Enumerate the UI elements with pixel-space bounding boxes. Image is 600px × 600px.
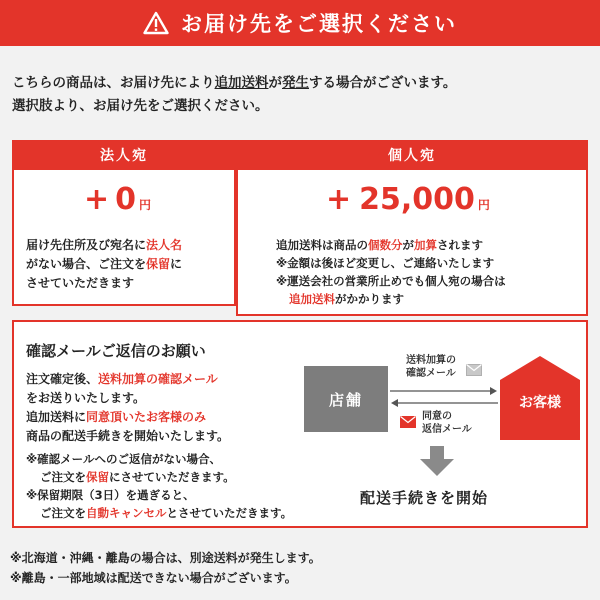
corporate-description: 届け先住所及び宛名に法人名 がない場合、ご注文を保留に させていただきます [26, 238, 183, 290]
individual-description: 追加送料は商品の個数分が加算されます ※金額は後ほど変更し、ご連絡いたします ※運送会社の営業所止めでも個人宛の場合は 追加送料がかかります [276, 238, 506, 306]
individual-option-header[interactable]: 個人宛 [236, 140, 588, 170]
mail-out-label: 送料加算の 確認メール [406, 355, 456, 379]
individual-price: + 25,000 円 [326, 182, 490, 217]
confirmation-body: 注文確定後、送料加算の確認メール をお送りいたします。 追加送料に同意頂いたお客様のみ 商品の配送手続きを開始いたします。 [26, 372, 230, 443]
arrow-right-icon [390, 386, 498, 396]
intro-text [12, 72, 456, 118]
proceed-shipping-text: 配送手続きを開始 [360, 489, 489, 507]
intro-line-1: こちらの商品は、お届け先により追加送料が発生する場合がございます。 [12, 75, 457, 91]
corporate-price: + 0 円 [84, 182, 152, 217]
confirmation-notes: ※確認メールへのご返信がない場合、 ご注文を保留にさせていただきます。 ※保留期限（3日）を過ぎると、 ご注文を自動キャンセルとさせていただきます。 [26, 452, 293, 520]
additional-shipping-emphasis: 追加送料 [214, 75, 269, 91]
mail-in-label: 同意の 返信メール [422, 411, 472, 435]
footer-note-2: ※離島・一部地域は配送できない場合がございます。 [10, 571, 297, 585]
intro-line-2: 選択肢より、お届け先をご選択ください。 [12, 98, 269, 114]
footer-note-1: ※北海道・沖縄・離島の場合は、別途送料が発生します。 [10, 551, 321, 565]
arrow-left-icon [390, 398, 498, 408]
occur-emphasis: 発生 [282, 75, 309, 91]
customer-label: お客様 [519, 395, 561, 411]
page-title: お届け先をご選択ください [181, 12, 457, 36]
gray-envelope-icon [466, 364, 482, 376]
red-envelope-icon [400, 416, 416, 428]
corporate-option-header[interactable]: 法人宛 [12, 140, 236, 170]
confirmation-title: 確認メールご返信のお願い [26, 342, 206, 360]
individual-option-card[interactable] [236, 168, 588, 316]
confirmation-box [12, 320, 588, 528]
footer-notes [10, 548, 321, 588]
arrow-down-icon [420, 446, 454, 476]
corporate-option-card[interactable] [12, 168, 236, 306]
store-box: 店舗 [304, 366, 388, 432]
page-header [0, 0, 600, 46]
warning-icon [143, 11, 169, 35]
